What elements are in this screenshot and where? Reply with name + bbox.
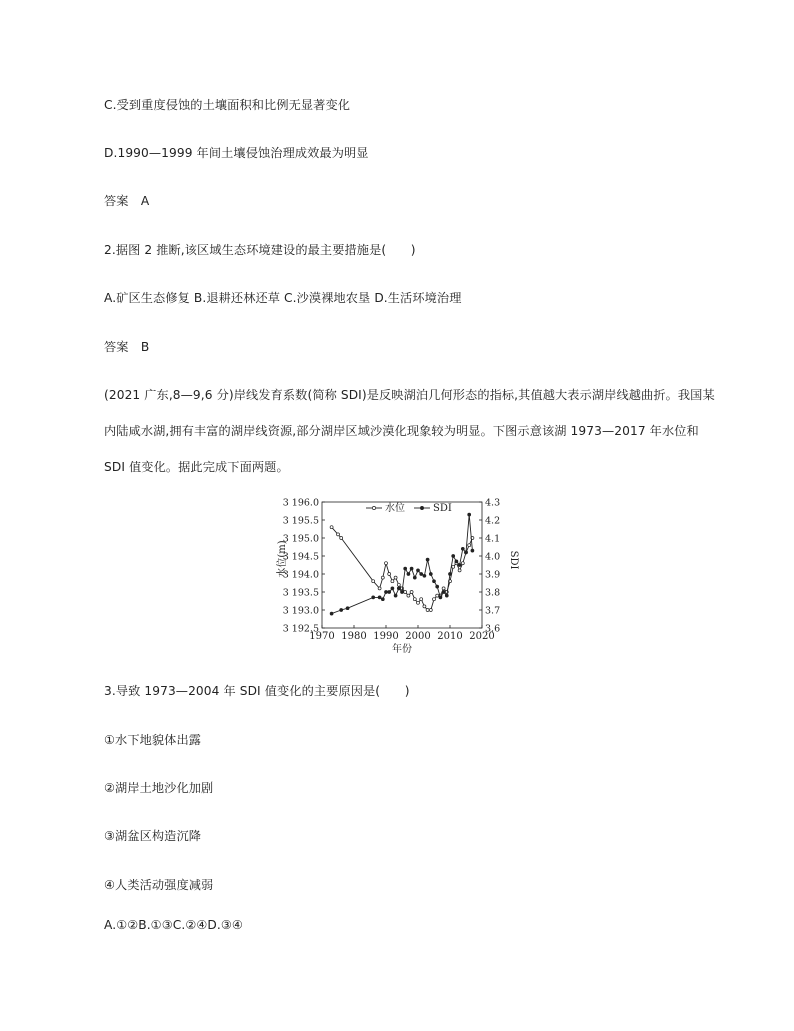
sdi-point (381, 598, 384, 601)
sdi-point (330, 612, 333, 615)
water-level-point (337, 533, 340, 536)
sdi-point (404, 567, 407, 570)
sdi-point (468, 513, 471, 516)
y-right-tick-label: 4.1 (485, 533, 501, 545)
y-left-tick-label: 3 193.0 (282, 605, 319, 617)
water-level-point (397, 583, 400, 586)
water-level-point (413, 598, 416, 601)
sdi-point (452, 555, 455, 558)
sdi-point (385, 591, 388, 594)
question-3-options: A.①②B.①③C.②④D.③④ (104, 918, 243, 932)
water-level-point (426, 609, 429, 612)
sdi-point (433, 580, 436, 583)
water-level-point (385, 562, 388, 565)
water-level-point (388, 573, 391, 576)
sdi-point (391, 587, 394, 590)
sdi-point (410, 567, 413, 570)
y-right-tick-label: 4.0 (485, 551, 501, 563)
sdi-point (407, 573, 410, 576)
water-level-point (394, 576, 397, 579)
option-c-text: C.受到重度侵蚀的土壤面积和比例无显著变化 (104, 98, 351, 112)
x-tick-label: 1970 (309, 631, 335, 642)
sdi-point (449, 573, 452, 576)
sdi-point (397, 587, 400, 590)
passage-line-2: 内陆咸水湖,拥有丰富的湖岸线资源,部分湖岸区域沙漠化现象较为明显。下图示意该湖 1973—2017 年水位和 (104, 424, 699, 438)
sdi-point (401, 591, 404, 594)
passage-line-1: (2021 广东,8—9,6 分)岸线发育系数(简称 SDI)是反映湖泊几何形态的指标,其值越大表示湖岸线越曲折。我国某 (104, 388, 715, 402)
water-level-point (404, 591, 407, 594)
sdi-point (423, 574, 426, 577)
statement-2: ②湖岸土地沙化加剧 (104, 781, 214, 795)
sdi-point (455, 560, 458, 563)
sdi-point (465, 551, 468, 554)
water-level-point (378, 587, 381, 590)
water-level-sdi-chart (272, 491, 524, 661)
sdi-point (372, 596, 375, 599)
answer-1-text: 答案 A (104, 194, 150, 208)
water-level-point (381, 576, 384, 579)
water-level-point (330, 526, 333, 529)
passage-line-3: SDI 值变化。据此完成下面两题。 (104, 460, 289, 474)
y-left-tick-label: 3 193.5 (282, 587, 319, 599)
y-left-axis-label: 水位(m) (277, 540, 288, 578)
question-2-options: A.矿区生态修复 B.退耕还林还草 C.沙漠裸地农垦 D.生活环境治理 (104, 291, 462, 305)
statement-3: ③湖盆区构造沉降 (104, 829, 202, 843)
question-2-text: 2.据图 2 推断,该区域生态环境建设的最主要措施是( ) (104, 243, 416, 257)
x-tick-label: 2000 (405, 631, 431, 642)
water-level-point (417, 601, 420, 604)
sdi-point (458, 564, 461, 567)
water-level-point (372, 580, 375, 583)
x-tick-label: 2020 (469, 631, 495, 642)
water-level-point (452, 565, 455, 568)
sdi-point (471, 549, 474, 552)
water-level-point (429, 609, 432, 612)
x-tick-label: 1990 (373, 631, 399, 642)
sdi-point (413, 576, 416, 579)
y-right-axis-label: SDI (508, 550, 519, 570)
water-level-point (410, 591, 413, 594)
sdi-point (420, 573, 423, 576)
legend-label: 水位 (385, 503, 405, 514)
y-right-tick-label: 4.3 (485, 497, 501, 509)
sdi-point (340, 609, 343, 612)
y-left-tick-label: 3 194.0 (282, 569, 319, 581)
sdi-point (378, 596, 381, 599)
sdi-point (461, 547, 464, 550)
x-axis-label: 年份 (392, 644, 412, 655)
sdi-point (442, 591, 445, 594)
legend-label: SDI (433, 503, 452, 514)
water-level-point (436, 594, 439, 597)
chart-canvas (272, 491, 524, 661)
y-right-tick-label: 4.2 (485, 515, 501, 527)
y-left-tick-label: 3 196.0 (282, 497, 319, 509)
water-level-point (407, 594, 410, 597)
sdi-point (417, 569, 420, 572)
y-left-tick-label: 3 195.0 (282, 533, 319, 545)
legend-marker (420, 506, 423, 509)
y-right-tick-label: 3.7 (485, 605, 501, 617)
legend-marker (372, 506, 375, 509)
water-level-point (442, 587, 445, 590)
sdi-point (439, 596, 442, 599)
sdi-point (445, 594, 448, 597)
sdi-point (388, 591, 391, 594)
sdi-point (436, 585, 439, 588)
y-left-tick-label: 3 192.5 (282, 623, 319, 635)
water-level-point (468, 544, 471, 547)
y-left-tick-label: 3 194.5 (282, 551, 319, 563)
sdi-point (394, 594, 397, 597)
sdi-point (429, 573, 432, 576)
sdi-line (332, 515, 473, 614)
x-tick-label: 1980 (341, 631, 367, 642)
option-d-text: D.1990—1999 年间土壤侵蚀治理成效最为明显 (104, 146, 369, 160)
water-level-point (391, 580, 394, 583)
statement-4: ④人类活动强度减弱 (104, 878, 214, 892)
question-3-text: 3.导致 1973—2004 年 SDI 值变化的主要原因是( ) (104, 684, 410, 698)
y-right-tick-label: 3.6 (485, 623, 501, 635)
water-level-point (420, 598, 423, 601)
water-level-point (340, 537, 343, 540)
water-level-point (458, 569, 461, 572)
water-level-point (461, 562, 464, 565)
y-right-tick-label: 3.9 (485, 569, 501, 581)
water-level-point (423, 605, 426, 608)
statement-1: ①水下地貌体出露 (104, 733, 202, 747)
water-level-point (433, 598, 436, 601)
sdi-point (346, 607, 349, 610)
y-right-tick-label: 3.8 (485, 587, 501, 599)
answer-2-text: 答案 B (104, 340, 150, 354)
sdi-point (426, 558, 429, 561)
x-tick-label: 2010 (437, 631, 463, 642)
y-left-tick-label: 3 195.5 (282, 515, 319, 527)
